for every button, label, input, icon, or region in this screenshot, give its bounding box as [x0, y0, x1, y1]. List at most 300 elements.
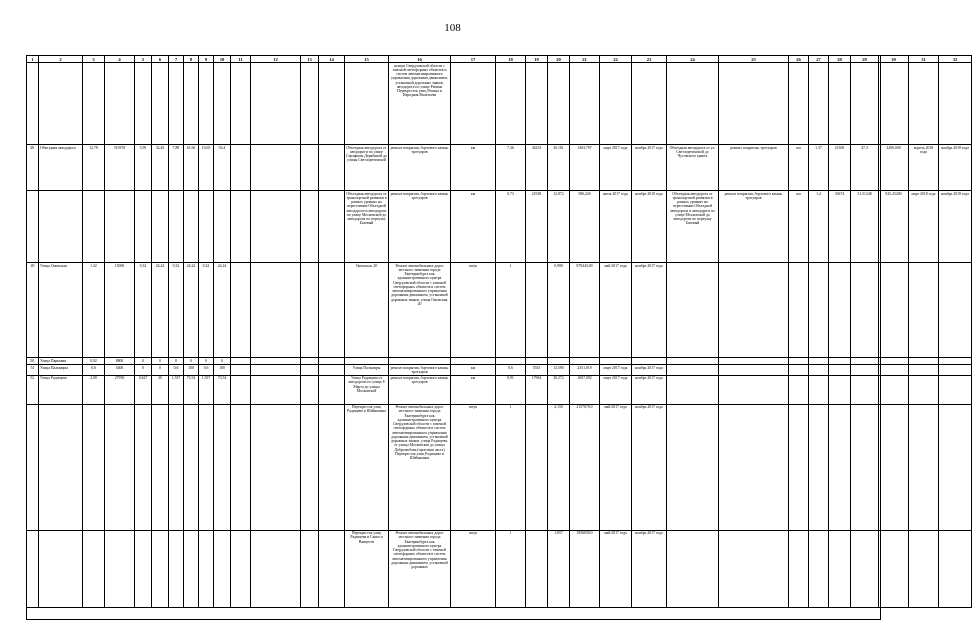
table-cell-col-24 [667, 375, 719, 404]
table-cell-col-24 [667, 404, 719, 530]
table-cell-col-4 [105, 191, 135, 263]
table-cell-col-14 [319, 263, 345, 358]
col-header: 5 [135, 56, 152, 63]
table-cell-col-3: 12,78 [83, 145, 105, 191]
table-cell-col-21: 2351,019 [570, 365, 600, 376]
table-cell-col-3 [83, 530, 105, 607]
table-cell-col-30 [879, 365, 909, 376]
col-header: 21 [570, 56, 600, 63]
table-cell-col-2: Объездная автодорога [39, 145, 83, 191]
table-cell-col-7: 1,537 [169, 375, 184, 404]
table-cell-col-17 [451, 63, 496, 145]
table-cell-col-25 [719, 358, 789, 365]
table-cell-col-3 [83, 191, 105, 263]
table-cell-col-8: 24,24 [184, 263, 199, 358]
table-cell-col-30 [879, 358, 909, 365]
table-cell-col-26: км [789, 145, 809, 191]
table-cell-col-19 [526, 63, 548, 145]
table-cell-col-18: 7,36 [496, 145, 526, 191]
table-cell-col-12 [251, 263, 301, 358]
table-cell-col-14 [319, 145, 345, 191]
table-cell-col-22: март 2017 года [600, 365, 632, 376]
table-cell-col-11 [231, 358, 251, 365]
table-cell-col-17: км [451, 375, 496, 404]
table-cell-col-13 [301, 145, 319, 191]
table-cell-col-29: 31,51248 [851, 191, 879, 263]
table-cell-col-27 [809, 375, 829, 404]
table-cell-col-31 [909, 530, 939, 607]
table-cell-col-2: Улица Пальмиры [39, 365, 83, 376]
table-cell-col-20: 12,872 [548, 191, 570, 263]
table-cell-col-27 [809, 365, 829, 376]
table-cell-col-12 [251, 145, 301, 191]
table-cell-col-11 [231, 191, 251, 263]
col-header: 3 [83, 56, 105, 63]
table-cell-col-12 [251, 375, 301, 404]
table-cell-col-14 [319, 63, 345, 145]
table-row [27, 375, 972, 404]
table-cell-col-30 [879, 530, 909, 607]
table-cell-col-29 [851, 358, 879, 365]
col-header: 6 [152, 56, 169, 63]
table-cell-col-1: 51 [27, 365, 39, 376]
table-cell-col-26 [789, 404, 809, 530]
table-cell-col-7: 0,32 [169, 263, 184, 358]
table-cell-col-8: 0 [184, 358, 199, 365]
table-cell-col-20: 1,857 [548, 530, 570, 607]
table-cell-col-5: 0,627 [135, 375, 152, 404]
table-cell-col-26 [789, 358, 809, 365]
table-cell-col-17 [451, 358, 496, 365]
table-cell-col-8: 100 [184, 365, 199, 376]
table-cell-col-15: Перекресток улиц Радищева и Сакко и Ванцетти [345, 530, 389, 607]
table-cell-col-18 [496, 63, 526, 145]
table-cell-col-9: 0 [199, 358, 214, 365]
table-cell-col-13 [301, 263, 319, 358]
table-cell-col-28: 21300 [829, 145, 851, 191]
table-cell-col-17: км [451, 191, 496, 263]
table-cell-col-9 [199, 530, 214, 607]
table-cell-col-14 [319, 404, 345, 530]
table-cell-col-6 [152, 191, 169, 263]
table-cell-col-8: 61,66 [184, 145, 199, 191]
table-cell-col-10: 0 [214, 358, 231, 365]
table-cell-col-22 [600, 63, 632, 145]
table-cell-col-2: Улица Парковая [39, 358, 83, 365]
table-cell-col-18: 0,73 [496, 191, 526, 263]
table-cell-col-21: 1403,797 [570, 145, 600, 191]
table-cell-col-15: Объездная автодорога от автодороги по улице Серафимы Дерябиной до улицы Светлореченской [345, 145, 389, 191]
table-cell-col-18: 0,6 [496, 365, 526, 376]
table-cell-col-23: ноябрь 2017 года [632, 375, 667, 404]
table-cell-col-15 [345, 63, 389, 145]
table-row [27, 63, 972, 145]
col-header: 23 [632, 56, 667, 63]
table-cell-col-23 [632, 358, 667, 365]
table-cell-col-12 [251, 63, 301, 145]
table-cell-col-13 [301, 63, 319, 145]
table-cell-col-25 [719, 365, 789, 376]
table-cell-col-31: март 2018 года [909, 191, 939, 263]
col-header: 4 [105, 56, 135, 63]
table-cell-col-11 [231, 530, 251, 607]
table-cell-col-1: 50. [27, 358, 39, 365]
table-cell-col-27 [809, 404, 829, 530]
col-header: 22 [600, 56, 632, 63]
table-cell-col-5: 0 [135, 365, 152, 376]
table-cell-col-1 [27, 63, 39, 145]
table-cell-col-10 [214, 191, 231, 263]
table-cell-col-29 [851, 404, 879, 530]
table-cell-col-20: 2,150 [548, 404, 570, 530]
table-cell-col-5: 0,32 [135, 263, 152, 358]
col-header: 8 [184, 56, 199, 63]
table-cell-col-4: 8800 [105, 358, 135, 365]
table-cell-col-31 [909, 365, 939, 376]
table-cell-col-11 [231, 365, 251, 376]
table-cell-col-29: 47,3 [851, 145, 879, 191]
table-cell-col-5: 0 [135, 358, 152, 365]
table-cell-col-2 [39, 404, 83, 530]
col-header: 29 [851, 56, 879, 63]
table-cell-col-28 [829, 358, 851, 365]
table-cell-col-31 [909, 358, 939, 365]
table-cell-col-8 [184, 63, 199, 145]
table-cell-col-18: 0,91 [496, 375, 526, 404]
table-cell-col-1: 48. [27, 145, 39, 191]
table-cell-col-19: 17964 [526, 375, 548, 404]
table-cell-col-1 [27, 404, 39, 530]
table-cell-col-29 [851, 63, 879, 145]
table-row [27, 365, 972, 376]
table-cell-col-4 [105, 530, 135, 607]
table-cell-col-4: 27950 [105, 375, 135, 404]
table-cell-col-26 [789, 365, 809, 376]
table-cell-col-16: ремонт покрытия, бортового камня, тротуаров [389, 375, 451, 404]
table-cell-col-2 [39, 191, 83, 263]
table-cell-col-19 [526, 530, 548, 607]
table-cell-col-14 [319, 375, 345, 404]
register-table [26, 55, 972, 608]
table-cell-col-9 [199, 63, 214, 145]
table-cell-col-10 [214, 530, 231, 607]
table-cell-col-27 [809, 63, 829, 145]
table-row [27, 404, 972, 530]
table-cell-col-3: 1,32 [83, 263, 105, 358]
col-header: 1 [27, 56, 39, 63]
table-cell-col-9: 0,6 [199, 365, 214, 376]
table-cell-col-6: 0 [152, 358, 169, 365]
table-cell-col-25 [719, 530, 789, 607]
table-cell-col-17: штук [451, 404, 496, 530]
table-cell-col-29 [851, 530, 879, 607]
table-cell-col-22 [600, 358, 632, 365]
table-cell-col-25 [719, 375, 789, 404]
table-cell-col-23: ноябрь 2017 года [632, 404, 667, 530]
table-cell-col-7 [169, 404, 184, 530]
table-cell-col-26: км [789, 191, 809, 263]
table-cell-col-28 [829, 263, 851, 358]
table-cell-col-9: 0,32 [199, 263, 214, 358]
table-cell-col-19: 21928 [526, 191, 548, 263]
col-header: 13 [301, 56, 319, 63]
table-cell-col-17: км [451, 365, 496, 376]
table-cell-col-24 [667, 365, 719, 376]
table-cell-col-12 [251, 191, 301, 263]
table-cell-col-7 [169, 530, 184, 607]
table-cell-col-20: 13,590 [548, 365, 570, 376]
col-header: 31 [909, 56, 939, 63]
table-cell-col-18: 1 [496, 404, 526, 530]
table-cell-col-11 [231, 263, 251, 358]
table-cell-col-20 [548, 358, 570, 365]
col-header: 14 [319, 56, 345, 63]
table-cell-col-14 [319, 530, 345, 607]
table-cell-col-30: 2200,000 [879, 145, 909, 191]
table-cell-col-2 [39, 63, 83, 145]
table-row [27, 145, 972, 191]
table-cell-col-1 [27, 530, 39, 607]
table-cell-col-12 [251, 404, 301, 530]
table-cell-col-30: 925,25200 [879, 191, 909, 263]
table-cell-col-24 [667, 263, 719, 358]
table-cell-col-18: 1 [496, 263, 526, 358]
table-cell-col-27 [809, 530, 829, 607]
table-cell-col-31 [909, 404, 939, 530]
table-cell-col-27: 1,4 [809, 191, 829, 263]
table-cell-col-21: 1856658,0 [570, 530, 600, 607]
table-cell-col-13 [301, 365, 319, 376]
table-cell-col-25 [719, 263, 789, 358]
table-cell-col-13 [301, 191, 319, 263]
col-header: 30 [879, 56, 909, 63]
table-cell-col-7: 7,88 [169, 145, 184, 191]
col-header: 2 [39, 56, 83, 63]
table-cell-col-26 [789, 63, 809, 145]
table-cell-col-4 [105, 63, 135, 145]
table-cell-col-1: 52. [27, 375, 39, 404]
table-cell-col-21: 1687,092 [570, 375, 600, 404]
table-cell-col-5 [135, 404, 152, 530]
table-cell-col-22: май 2017 года [600, 530, 632, 607]
table-cell-col-16: ремонт покрытия, бортового камня, тротуаров [389, 145, 451, 191]
table-cell-col-30 [879, 63, 909, 145]
table-cell-col-6 [152, 404, 169, 530]
table-cell-col-2: Улица Онежская [39, 263, 83, 358]
table-cell-col-29 [851, 365, 879, 376]
table-cell-col-10 [214, 63, 231, 145]
col-header: 25 [719, 56, 789, 63]
table-cell-col-27 [809, 263, 829, 358]
table-cell-col-28 [829, 530, 851, 607]
table-cell-col-19 [526, 404, 548, 530]
table-cell-col-6: 32,49 [152, 145, 169, 191]
table-cell-col-32 [939, 63, 972, 145]
table-cell-col-24 [667, 358, 719, 365]
table-cell-col-8: 73,54 [184, 375, 199, 404]
table-cell-col-30 [879, 404, 909, 530]
table-cell-col-16: ремонт покрытия, бортового камня, тротуаров [389, 365, 451, 376]
table-cell-col-9 [199, 191, 214, 263]
table-cell-col-23 [632, 63, 667, 145]
table-cell-col-16: Ремонт автомобильных дорог местного значения города Екатеринбурга как административного центра Свердловской области с заменой светофорных объектов и систем автоматизированного управления дорожным движением, установкой дорожных знаков, улица Онежская, 20 [389, 263, 451, 358]
table-cell-col-9: 1,537 [199, 375, 214, 404]
table-cell-col-24: Объездная автодорога от транспортной развязки в разных уровнях на пересечении Объездной автодороги и автодороги по улице Московской до автодороги по переулку Базовый [667, 191, 719, 263]
table-cell-col-32: ноябрь 2018 года [939, 191, 972, 263]
table-cell-col-10: 73,54 [214, 375, 231, 404]
col-header: 10 [214, 56, 231, 63]
table-cell-col-6: 0 [152, 365, 169, 376]
col-header: 12 [251, 56, 301, 63]
table-cell-col-14 [319, 365, 345, 376]
table-cell-col-21: 979443,00 [570, 263, 600, 358]
table-cell-col-11 [231, 63, 251, 145]
table-cell-col-14 [319, 358, 345, 365]
table-cell-col-17: штук [451, 530, 496, 607]
col-header: 27 [809, 56, 829, 63]
table-cell-col-9 [199, 404, 214, 530]
table-cell-col-11 [231, 375, 251, 404]
table-cell-col-4: 319370 [105, 145, 135, 191]
table-cell-col-2: Улица Радищева [39, 375, 83, 404]
col-header: 9 [199, 56, 214, 63]
table-cell-col-3: 0,6 [83, 365, 105, 376]
table-cell-col-11 [231, 145, 251, 191]
table-cell-col-10 [214, 404, 231, 530]
table-cell-col-30 [879, 375, 909, 404]
table-cell-col-4 [105, 404, 135, 530]
col-header: 18 [496, 56, 526, 63]
table-cell-col-25: ремонт покрытия, тротуаров [719, 145, 789, 191]
table-cell-col-31 [909, 63, 939, 145]
table-cell-col-26 [789, 263, 809, 358]
table-cell-col-31: апрель 2018 года [909, 145, 939, 191]
table-cell-col-26 [789, 375, 809, 404]
table-cell-col-17: штук [451, 263, 496, 358]
table-cell-col-15: Улица Пальмиры [345, 365, 389, 376]
table-cell-col-8 [184, 530, 199, 607]
table-row [27, 263, 972, 358]
table-cell-col-22: май 2017 года [600, 263, 632, 358]
table-cell-col-5: 5,59 [135, 145, 152, 191]
table-cell-col-32 [939, 263, 972, 358]
table-cell-col-20: 30,272 [548, 375, 570, 404]
table-cell-col-28 [829, 375, 851, 404]
table-cell-col-15: Улица Радищева от автодороги по улице 8 Марта до улицы Московской [345, 375, 389, 404]
table-cell-col-20 [548, 63, 570, 145]
table-cell-col-5 [135, 191, 152, 263]
table-cell-col-10: 100 [214, 365, 231, 376]
table-cell-col-22: май 2017 года [600, 404, 632, 530]
table-cell-col-7 [169, 191, 184, 263]
table-cell-col-31 [909, 375, 939, 404]
table-cell-col-3 [83, 404, 105, 530]
table-cell-col-16: ремонт покрытия, бортового камня, тротуаров [389, 191, 451, 263]
table-cell-col-18: 1 [496, 530, 526, 607]
table-cell-col-16: Ремонт автомобильных дорог местного значения города Екатеринбурга как административного центра Свердловской области с заменой светофорных объектов и систем автоматизированного управления дорожным движением, установкой дорожных знаков, улица Радищева, от улицы Московская до улицы Добролюбова (проезжая часть) Перекресток улиц Радищева и Шейнкмана [389, 404, 451, 530]
table-cell-col-6: 24,24 [152, 263, 169, 358]
table-row [27, 530, 972, 607]
table-cell-col-27: 1,37 [809, 145, 829, 191]
table-row [27, 358, 972, 365]
table-cell-col-23: ноябрь 2018 года [632, 191, 667, 263]
col-header: 32 [939, 56, 972, 63]
col-header: 7 [169, 56, 184, 63]
table-cell-col-12 [251, 358, 301, 365]
table-cell-col-16: центра Свердловской области с заменой светофорных объектов и систем автоматизированного управления дорожным движением, установкой дорожных знаков, автодорога по улице Репина Перекресток улиц Репина и Народная Васильева [389, 63, 451, 145]
table-cell-col-19: 34233 [526, 145, 548, 191]
table-cell-col-32 [939, 404, 972, 530]
table-cell-col-32 [939, 365, 972, 376]
table-cell-col-22: март 2017 года [600, 375, 632, 404]
table-cell-col-3 [83, 63, 105, 145]
table-cell-col-24 [667, 530, 719, 607]
table-cell-col-2 [39, 530, 83, 607]
table-cell-col-26 [789, 530, 809, 607]
col-header: 20 [548, 56, 570, 63]
table-cell-col-28: 33674 [829, 191, 851, 263]
table-cell-col-29 [851, 375, 879, 404]
table-cell-col-32: ноябрь 2018 года [939, 145, 972, 191]
table-cell-col-15: Онежская, 20 [345, 263, 389, 358]
table-cell-col-21: 2157678,0 [570, 404, 600, 530]
table-cell-col-4: 15000 [105, 263, 135, 358]
table-cell-col-13 [301, 375, 319, 404]
table-cell-col-32 [939, 530, 972, 607]
page-number: 108 [444, 22, 461, 34]
table-cell-col-1 [27, 191, 39, 263]
table-cell-col-28 [829, 63, 851, 145]
table-cell-col-21 [570, 358, 600, 365]
col-header: 17 [451, 56, 496, 63]
table-cell-col-6 [152, 530, 169, 607]
table-cell-col-19 [526, 263, 548, 358]
table-cell-col-5 [135, 63, 152, 145]
table-cell-col-28 [829, 365, 851, 376]
table-cell-col-22: июль 2017 года [600, 191, 632, 263]
table-cell-col-18 [496, 358, 526, 365]
table-cell-col-1: 49 [27, 263, 39, 358]
table-cell-col-22: март 2017 года [600, 145, 632, 191]
table-cell-col-32 [939, 358, 972, 365]
table-cell-col-23: ноябрь 2017 года [632, 263, 667, 358]
table-cell-col-13 [301, 530, 319, 607]
table-cell-col-17: км [451, 145, 496, 191]
table-cell-col-20: 30,181 [548, 145, 570, 191]
table-cell-col-10: 24,24 [214, 263, 231, 358]
table-cell-col-19: 5553 [526, 365, 548, 376]
table-cell-col-6 [152, 63, 169, 145]
table-cell-col-10: 92,4 [214, 145, 231, 191]
col-header: 15 [345, 56, 389, 63]
table-cell-col-23: ноябрь 2017 года [632, 145, 667, 191]
table-cell-col-13 [301, 358, 319, 365]
col-header: 11 [231, 56, 251, 63]
table-cell-col-3: 0,92 [83, 358, 105, 365]
table-cell-col-6: 30 [152, 375, 169, 404]
col-header: 26 [789, 56, 809, 63]
table-cell-col-32 [939, 375, 972, 404]
table-cell-col-8 [184, 404, 199, 530]
table-cell-col-8 [184, 191, 199, 263]
col-header: 19 [526, 56, 548, 63]
table-cell-col-3: 2,09 [83, 375, 105, 404]
table-cell-col-15: Перекресток улиц Радищева и Шейнкмана [345, 404, 389, 530]
table-cell-col-21 [570, 63, 600, 145]
table-cell-col-21: 586,226 [570, 191, 600, 263]
table-cell-col-25: ремонт покрытия, бортового камня, тротуаров [719, 191, 789, 263]
table-cell-col-15: Объездная автодорога от транспортной развязки в разных уровнях на пересечении Объездной автодороги и автодороги по улице Московской до автодороги по переулку Базовый [345, 191, 389, 263]
